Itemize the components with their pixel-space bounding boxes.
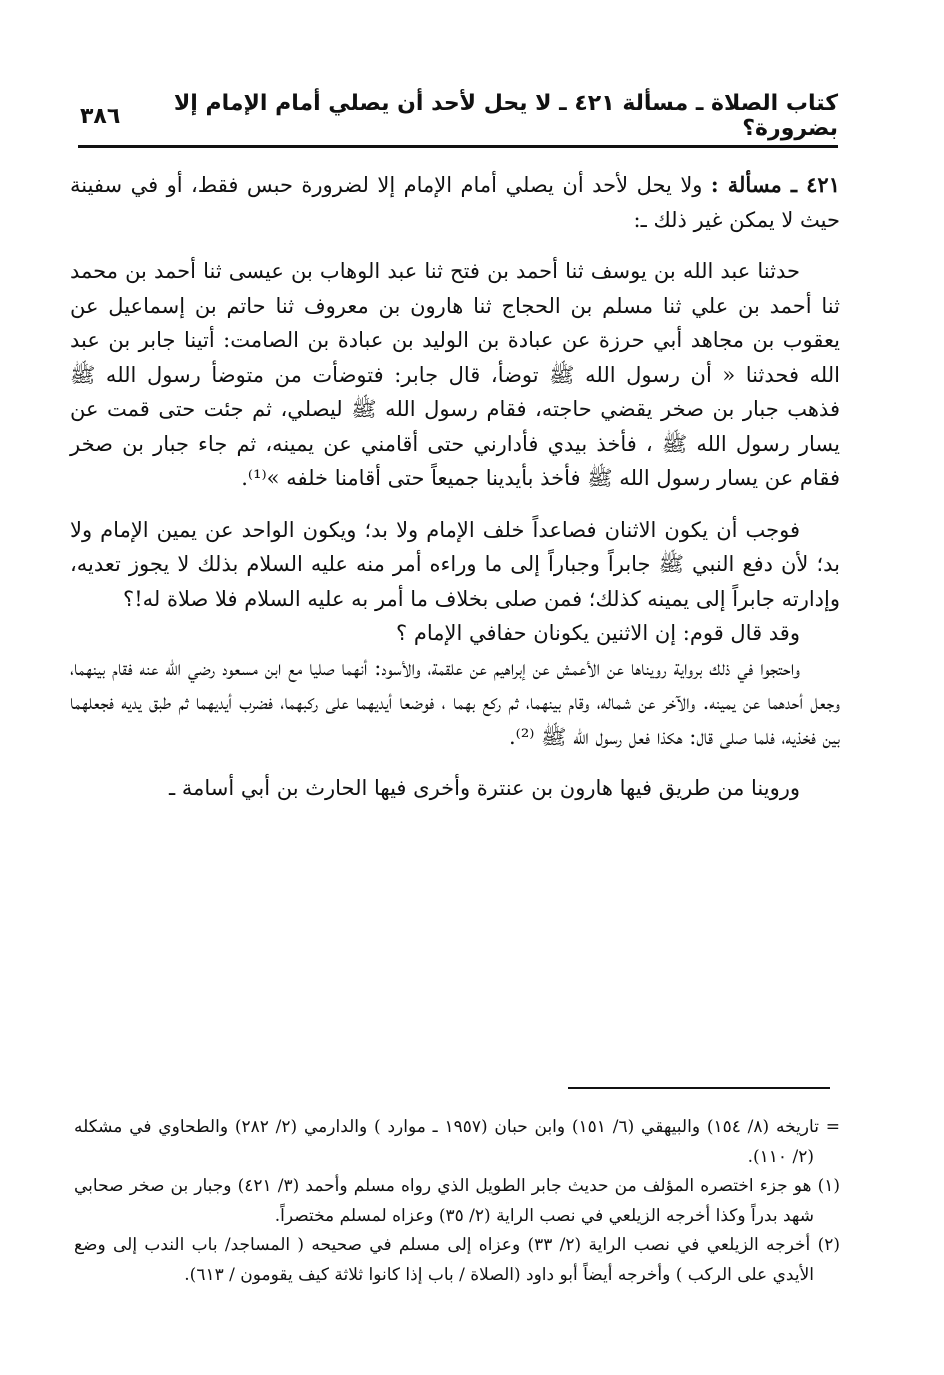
- ruling-paragraph: فوجب أن يكون الاثنان فصاعداً خلف الإمام ولا بد؛ ويكون الواحد عن يمين الإمام ولا بد؛ لأن دفع النبي ﷺ جابراً وجباراً إلى ما وراءه أمر منه عليه السلام بذلك لا يجوز تعديه، وإدارته جابراً إلى يمينه كذلك؛ فمن صلى بخلاف ما أمر به عليه السلام فلا صلاة له!؟: [70, 517, 840, 611]
- narration-paragraph: وروينا من طريق فيها هارون بن عنترة وأخرى فيها الحارث بن أبي أسامة ـ: [169, 776, 800, 800]
- hadith-paragraph: حدثنا عبد الله بن يوسف ثنا أحمد بن فتح ثنا عبد الوهاب بن عيسى ثنا أحمد بن محمد ثنا أحمد بن علي ثنا مسلم بن الحجاج ثنا هارون بن معروف ثنا حاتم بن إسماعيل عن يعقوب بن مجاهد أبي حرزة عن عبادة بن الوليد بن عبادة بن الصامت: أتينا جابر بن عبد الله فحدثنا « أن رسول الله ﷺ توضأ، قال جابر: فتوضأت من متوضأ رسول الله ﷺ فذهب جبار بن صخر يقضي حاجته، فقام رسول الله ﷺ ليصلي، ثم جئت حتى قمت عن يسار رسول الله ﷺ ، فأخذ بيدي فأدارني حتى أقامني عن يمينه، ثم جاء جبار بن صخر فقام عن يسار رسول الله ﷺ فأخذ بأيدينا جميعاً حتى أقامنا خلفه »⁽¹⁾.: [70, 259, 840, 490]
- evidence-paragraph: واحتجوا في ذلك برواية رويناها عن الأعمش عن إبراهيم عن علقمة، والأسود: أنهما صليا مع ابن مسعود رضي الله عنه فقام بينهما، وجعل أحدهما عن يمينه. والآخر عن شماله، وقام بينهما، ثم ركع بهما ، فوضعا أيديهما على ركبهما، فضرب أيديهما ثم طبق يديه فجعلهما بين فخذيه، فلما صلى قال: هكذا فعل رسول الله ﷺ ⁽²⁾.: [70, 655, 840, 749]
- page-number: ٣٨٦: [80, 103, 121, 129]
- masala-number: ٤٢١ ـ مسألة :: [710, 172, 840, 197]
- footnote-continued: = تاريخه (٨/ ١٥٤) والبيهقي (٦/ ١٥١) وابن حبان (١٩٥٧ ـ موارد ) والدارمي (٢/ ٢٨٢) والطحاوي في مشكله (٢/ ١١٠).: [74, 1117, 840, 1167]
- masala-text: ولا يحل لأحد أن يصلي أمام الإمام إلا لضرورة حبس فقط، أو في سفينة حيث لا يمكن غير ذلك ـ:: [70, 173, 840, 232]
- masala-paragraph: [70, 168, 840, 237]
- main-text: [70, 168, 840, 806]
- footnote-2: (٢) أخرجه الزيلعي في نصب الراية (٢/ ٣٣) وعزاه إلى مسلم في صحيحه ( المساجد/ باب الندب إلى وضع الأيدي على الركب ) وأخرجه أيضاً أبو داود (الصلاة / باب إذا كانوا ثلاثة كيف يقومون / ٦١٣).: [74, 1235, 840, 1285]
- footnote-1: (١) هو جزء اختصره المؤلف من حديث جابر الطويل الذي رواه مسلم وأحمد (٣/ ٤٢١) وجبار بن صخر صحابي شهد بدراً وكذا أخرجه الزيلعي في نصب الراية (٢/ ٣٥) وعزاه لمسلم مختصراً.: [74, 1176, 840, 1226]
- opinion-paragraph: وقد قال قوم: إن الاثنين يكونان حفافي الإمام ؟: [396, 621, 800, 645]
- footnotes: [74, 1113, 840, 1290]
- header-divider: [78, 145, 838, 148]
- footnote-divider: [568, 1087, 830, 1089]
- running-title: كتاب الصلاة ـ مسألة ٤٢١ ـ لا يحل لأحد أن يصلي أمام الإمام إلا بضرورة؟: [173, 91, 838, 141]
- running-header: [80, 91, 838, 141]
